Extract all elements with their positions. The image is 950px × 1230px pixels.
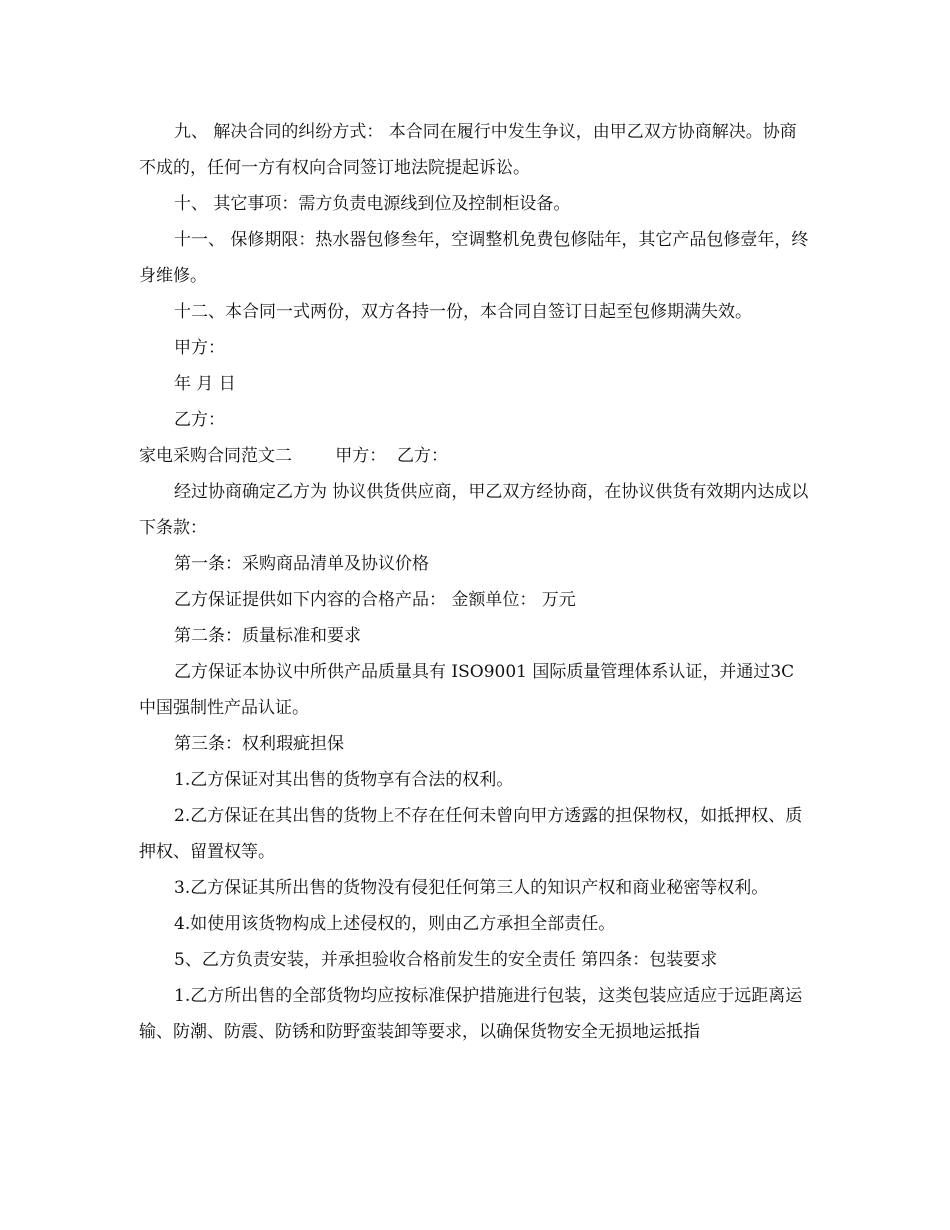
paragraph-dispute-resolution: 九、 解决合同的纠纷方式： 本合同在履行中发生争议，由甲乙双方协商解决。协商不成的，任何一方有权向合同签订地法院提起诉讼。 xyxy=(139,122,797,178)
clause-item-1: 1.乙方保证对其出售的货物享有合法的权利。 xyxy=(174,770,514,790)
clause-item-3: 3.乙方保证其所出售的货物没有侵犯任何第三人的知识产权和商业秘密等权利。 xyxy=(174,878,769,898)
clause-item-5-and-article-four: 5、乙方负责安装，并承担验收合格前发生的安全责任 第四条：包装要求 xyxy=(174,950,718,970)
paragraph-other-matters: 十、 其它事项：需方负责电源线到位及控制柜设备。 xyxy=(174,194,571,214)
signature-party-a: 甲方： xyxy=(174,338,225,358)
paragraph-copies: 十二、本合同一式两份，双方各持一份，本合同自签订日起至包修期满失效。 xyxy=(174,302,752,322)
section-heading-sample-two: 家电采购合同范文二 甲方： 乙方： xyxy=(139,446,449,466)
paragraph-quality-certification: 乙方保证本协议中所供产品质量具有 ISO9001 国际质量管理体系认证，并通过3C 中国强制性产品认证。 xyxy=(139,662,800,718)
clause-item-4: 4.如使用该货物构成上述侵权的，则由乙方承担全部责任。 xyxy=(174,914,616,934)
signature-date: 年 月 日 xyxy=(174,374,236,394)
signature-party-b: 乙方： xyxy=(174,410,225,430)
article-two-heading: 第二条：质量标准和要求 xyxy=(174,626,361,646)
paragraph-product-list: 乙方保证提供如下内容的合格产品： 金额单位： 万元 xyxy=(174,590,576,610)
document-body xyxy=(139,114,811,1050)
article-three-heading: 第三条：权利瑕疵担保 xyxy=(174,734,344,754)
article-one-heading: 第一条：采购商品清单及协议价格 xyxy=(174,554,429,574)
paragraph-warranty-period: 十一、 保修期限：热水器包修叁年，空调整机免费包修陆年，其它产品包修壹年，终身维修。 xyxy=(139,230,809,286)
clause-item-2: 2.乙方保证在其出售的货物上不存在任何未曾向甲方透露的担保物权，如抵押权、质押权、留置权等。 xyxy=(139,806,803,862)
packaging-clause-1: 1.乙方所出售的全部货物均应按标准保护措施进行包装，这类包装应适应于远距离运输、防潮、防震、防锈和防野蛮装卸等要求，以确保货物安全无损地运抵指 xyxy=(139,986,803,1042)
paragraph-agreement-intro: 经过协商确定乙方为 协议供货供应商，甲乙双方经协商，在协议供货有效期内达成以下条款： xyxy=(139,482,809,538)
